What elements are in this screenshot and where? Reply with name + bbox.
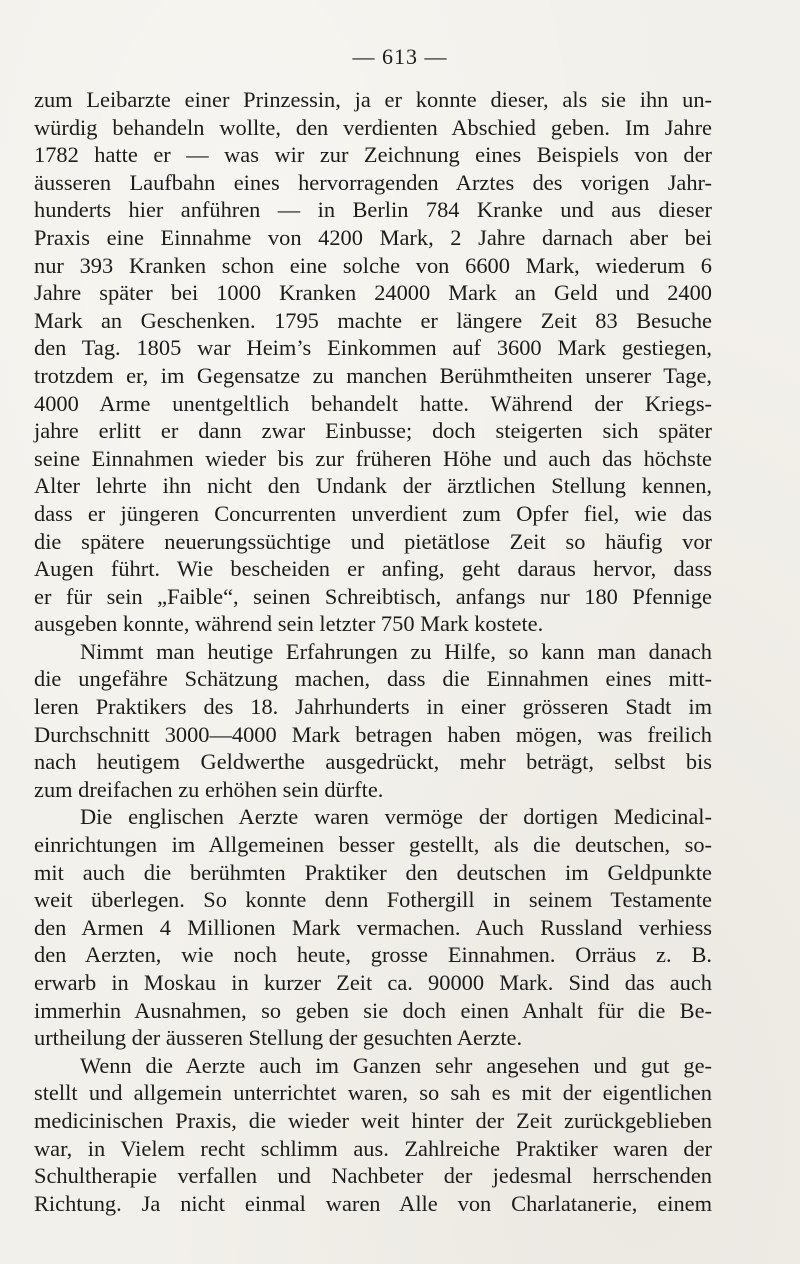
text-line: den Armen 4 Millionen Mark vermachen. Auch Russland verhiess (34, 914, 712, 940)
text-line: medicinischen Praxis, die wieder weit hinter der Zeit zurückgeblieben (34, 1107, 712, 1133)
page-number: — 613 — (352, 44, 448, 69)
text-line: nur 393 Kranken schon eine solche von 6600 Mark, wiederum 6 (34, 252, 712, 278)
text-line: einrichtungen im Allgemeinen besser gestellt, als die deutschen, so- (34, 832, 712, 858)
text-line: erwarb in Moskau in kurzer Zeit ca. 90000 Mark. Sind das auch (34, 970, 712, 995)
text-line: die spätere neuerungssüchtige und pietätlose Zeit so häufig vor (34, 528, 712, 554)
text-line: zum Leibarzte einer Prinzessin, ja er konnte dieser, als sie ihn un- (34, 87, 712, 112)
text-line: Richtung. Ja nicht einmal waren Alle von Charlatanerie, einem (34, 1190, 712, 1216)
paragraph (34, 803, 712, 1051)
text-line: er für sein „Faible“, seinen Schreibtisch, anfangs nur 180 Pfennige (34, 583, 712, 609)
text-line: immerhin Ausnahmen, so geben sie doch einen Anhalt für die Be- (34, 997, 712, 1023)
text-line: leren Praktikers des 18. Jahrhunderts in einer grösseren Stadt im (34, 694, 712, 720)
text-line: jahre erlitt er dann zwar Einbusse; doch steigerten sich später (34, 418, 712, 444)
text-line: Schultherapie verfallen und Nachbeter der jedesmal herrschenden (34, 1163, 712, 1189)
text-line: Augen führt. Wie bescheiden er anfing, geht daraus hervor, dass (34, 556, 712, 582)
text-line: weit überlegen. So konnte denn Fothergill in seinem Testamente (34, 887, 712, 913)
text-line: mit auch die berühmten Praktiker den deutschen im Geldpunkte (34, 859, 712, 885)
text-line: ausgeben konnte, während sein letzter 750 Mark kostete. (34, 611, 544, 637)
body-text (34, 86, 712, 1217)
text-line: Durchschnitt 3000—4000 Mark betragen haben mögen, was freilich (34, 721, 712, 747)
text-line: urtheilung der äusseren Stellung der gesuchten Aerzte. (34, 1025, 523, 1051)
text-line: war, in Vielem recht schlimm aus. Zahlreiche Praktiker waren der (34, 1135, 712, 1161)
text-line: dass er jüngeren Concurrenten unverdient zum Opfer fiel, wie das (34, 500, 712, 526)
text-line: nach heutigem Geldwerthe ausgedrückt, mehr beträgt, selbst bis (34, 749, 712, 775)
text-line: 4000 Arme unentgeltlich behandelt hatte. Während der Kriegs- (34, 390, 712, 416)
text-line: den Tag. 1805 war Heim’s Einkommen auf 3600 Mark gestiegen, (34, 335, 712, 361)
text-line: trotzdem er, im Gegensatze zu manchen Berühmtheiten unserer Tage, (34, 362, 712, 388)
text-line: zum dreifachen zu erhöhen sein dürfte. (34, 776, 384, 802)
text-line: Alter lehrte ihn nicht den Undank der ärztlichen Stellung kennen, (34, 473, 712, 499)
text-line: Praxis eine Einnahme von 4200 Mark, 2 Jahre darnach aber bei (34, 224, 712, 250)
text-line: Nimmt man heutige Erfahrungen zu Hilfe, so kann man danach (80, 638, 712, 664)
text-line: stellt und allgemein unterrichtet waren, so sah es mit der eigentlichen (34, 1080, 712, 1106)
paragraph (34, 638, 712, 804)
text-line: die ungefähre Schätzung machen, dass die Einnahmen eines mitt- (34, 666, 712, 692)
text-line: Jahre später bei 1000 Kranken 24000 Mark an Geld und 2400 (34, 280, 712, 306)
text-line: 1782 hatte er — was wir zur Zeichnung eines Beispiels von der (34, 142, 712, 168)
text-line: würdig behandeln wollte, den verdienten Abschied geben. Im Jahre (34, 114, 712, 140)
paragraph (34, 86, 712, 638)
text-line: äusseren Laufbahn eines hervorragenden Arztes des vorigen Jahr- (34, 169, 712, 195)
paragraph (34, 1052, 712, 1218)
text-line: Wenn die Aerzte auch im Ganzen sehr angesehen und gut ge- (80, 1052, 712, 1078)
text-line: Mark an Geschenken. 1795 machte er längere Zeit 83 Besuche (34, 307, 712, 333)
text-line: seine Einnahmen wieder bis zur früheren Höhe und auch das höchste (34, 445, 712, 471)
text-line: hunderts hier anführen — in Berlin 784 Kranke und aus dieser (34, 197, 712, 223)
text-line: Die englischen Aerzte waren vermöge der dortigen Medicinal- (80, 804, 712, 830)
text-line: den Aerzten, wie noch heute, grosse Einnahmen. Orräus z. B. (34, 942, 712, 968)
